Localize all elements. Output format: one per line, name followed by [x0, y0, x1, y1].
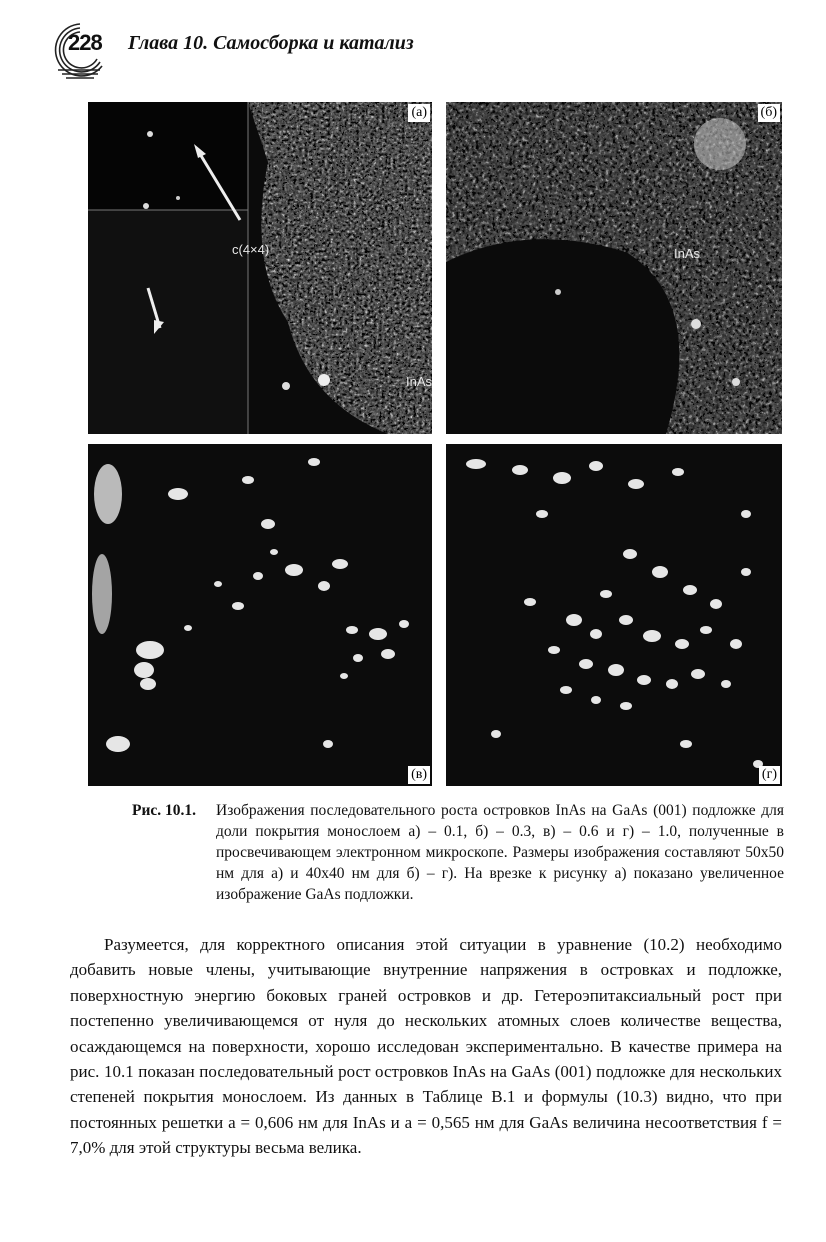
figure-panel-b [446, 102, 782, 434]
tem-image-d [446, 444, 782, 786]
panel-label-b: (б) [758, 104, 780, 122]
page-number: 228 [68, 30, 102, 55]
tem-image-a [88, 102, 432, 434]
chapter-title: Глава 10. Самосборка и катализ [128, 32, 414, 54]
inset-label-inas-b: InAs [674, 246, 701, 261]
inset-label-inas-a: InAs [406, 374, 432, 389]
tem-image-c [88, 444, 432, 786]
inset-label-c4x4: c(4×4) [232, 242, 270, 257]
figure-caption-label: Рис. 10.1. [132, 802, 197, 819]
figure-caption-text: Изображения последовательного роста островков InAs на GaAs (001) подложке для доли покрытия монослоем а) – 0.1, б) – 0.3, в) – 0.6 и г) – 1.0, полученные в просвечивающем электронном микроскопе. Размеры изображения составляют 50x50 нм для а) и 40x40 нм для б) – г). На врезке к рисунку а) показано увеличенное изображение GaAs подложки. [216, 802, 784, 903]
figure-panel-d [446, 444, 782, 786]
figure-panel-c [88, 444, 432, 786]
figure-caption [132, 800, 784, 905]
panel-label-c: (в) [408, 766, 430, 784]
figure-panel-a [88, 102, 432, 434]
panel-label-d: (г) [759, 766, 780, 784]
panel-label-a: (а) [408, 104, 430, 122]
tem-image-b [446, 102, 782, 434]
page-header [40, 18, 800, 82]
body-paragraph: Разумеется, для корректного описания этой ситуации в уравнение (10.2) необходимо добавить новые члены, учитывающие внутренние напряжения в островках и подложке, поверхностную энергию боковых граней островков и др. Гетероэпитаксиальный рост при постепенно увеличивающемся от нуля до нескольких атомных слоев количестве вещества, осаждающемся на поверхности, хорошо исследован экспериментально. В качестве примера на рис. 10.1 показан последовательный рост островков InAs на GaAs (001) подложке для нескольких степеней покрытия монослоем. Из данных в Таблице В.1 и формулы (10.3) видно, что при постоянных решетки a = 0,606 нм для InAs и a = 0,565 нм для GaAs величина несоответствия f = 7,0% для этой структуры весьма велика. [70, 935, 782, 1158]
